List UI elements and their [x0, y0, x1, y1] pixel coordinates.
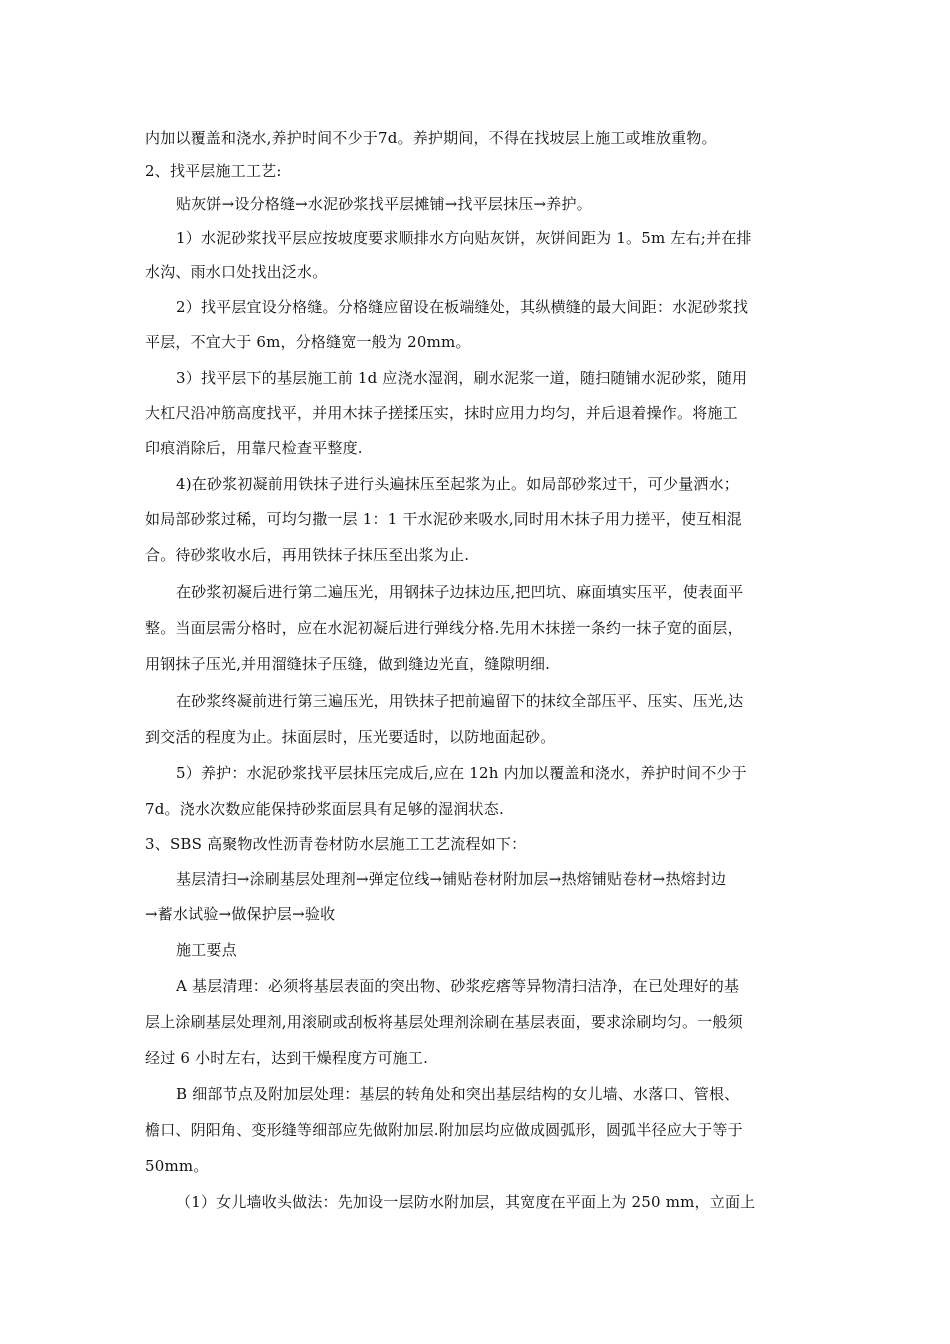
subheading: 施工要点 — [176, 941, 237, 959]
text-line: 贴灰饼→设分格缝→水泥砂浆找平层摊铺→找平层抹压→养护。 — [176, 195, 592, 213]
text-line: →蓄水试验→做保护层→验收 — [145, 905, 336, 923]
text-line: 整。当面层需分格时，应在水泥初凝后进行弹线分格.先用木抹搓一条约一抹子宽的面层， — [145, 619, 743, 637]
text-line: （1）女儿墙收头做法：先加设一层防水附加层，其宽度在平面上为 250 mm，立面上 — [176, 1193, 756, 1211]
text-line: 1）水泥砂浆找平层应按坡度要求顺排水方向贴灰饼，灰饼间距为 1。5m 左右;并在排 — [176, 229, 752, 247]
text-line: 在砂浆终凝前进行第三遍压光，用铁抹子把前遍留下的抹纹全部压平、压实、压光,达 — [176, 692, 744, 710]
text-line: 檐口、阴阳角、变形缝等细部应先做附加层.附加层均应做成圆弧形，圆弧半径应大于等于 — [145, 1121, 743, 1139]
text-line: 7d。浇水次数应能保持砂浆面层具有足够的湿润状态. — [145, 800, 504, 818]
text-line: 到交活的程度为止。抹面层时，压光要适时，以防地面起砂。 — [145, 728, 556, 746]
text-line: 层上涂刷基层处理剂,用滚刷或刮板将基层处理剂涂刷在基层表面，要求涂刷均匀。一般须 — [145, 1013, 743, 1031]
text-line: 内加以覆盖和浇水,养护时间不少于7d。养护期间，不得在找坡层上施工或堆放重物。 — [145, 129, 717, 147]
text-line: 如局部砂浆过稀，可均匀撒一层 1：1 干水泥砂来吸水,同时用木抹子用力搓平，使互相混 — [145, 510, 742, 528]
text-line: 大杠尺沿冲筋高度找平，并用木抹子搓揉压实，抹时应用力均匀，并后退着操作。将施工 — [145, 404, 738, 422]
text-line: 3）找平层下的基层施工前 1d 应浇水湿润，刷水泥浆一道，随扫随铺水泥砂浆，随用 — [176, 369, 748, 387]
section-heading: 2、找平层施工工艺: — [145, 162, 282, 180]
text-line: 4)在砂浆初凝前用铁抹子进行头遍抹压至起浆为止。如局部砂浆过干，可少量洒水； — [176, 475, 739, 493]
text-line: 5）养护：水泥砂浆找平层抹压完成后,应在 12h 内加以覆盖和浇水，养护时间不少于 — [176, 764, 747, 782]
text-line: 在砂浆初凝后进行第二遍压光，用钢抹子边抹边压,把凹坑、麻面填实压平，使表面平 — [176, 583, 744, 601]
text-line: 合。待砂浆收水后，再用铁抹子抹压至出浆为止. — [145, 546, 470, 564]
text-line: 用钢抹子压光,并用溜缝抹子压缝，做到缝边光直，缝隙明细. — [145, 655, 551, 673]
text-line: A 基层清理：必须将基层表面的突出物、砂浆疙瘩等异物清扫洁净，在已处理好的基 — [176, 977, 740, 995]
text-line: 水沟、雨水口处找出泛水。 — [145, 263, 328, 281]
text-line: 经过 6 小时左右，达到干燥程度方可施工. — [145, 1049, 429, 1067]
text-line: 50mm。 — [145, 1157, 209, 1175]
text-line: 基层清扫→涂刷基层处理剂→弹定位线→铺贴卷材附加层→热熔铺贴卷材→热熔封边 — [176, 870, 727, 888]
text-line: 2）找平层宜设分格缝。分格缝应留设在板端缝处，其纵横缝的最大间距：水泥砂浆找 — [176, 298, 749, 316]
text-line: 平层，不宜大于 6m，分格缝宽一般为 20mm。 — [145, 333, 471, 351]
text-line: B 细部节点及附加层处理：基层的转角处和突出基层结构的女儿墙、水落口、管根、 — [176, 1085, 740, 1103]
section-heading: 3、SBS 高聚物改性沥青卷材防水层施工工艺流程如下： — [145, 835, 527, 853]
text-line: 印痕消除后，用靠尺检查平整度. — [145, 439, 363, 457]
